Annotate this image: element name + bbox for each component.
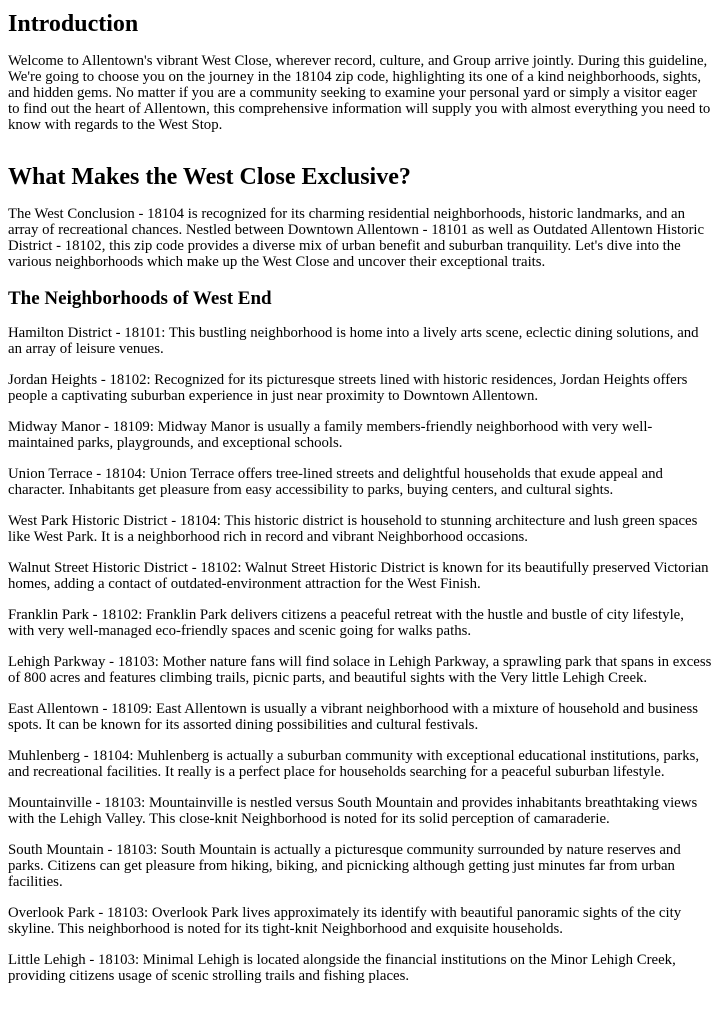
neighborhood-paragraph: West Park Historic District - 18104: This historic district is household to stunning architecture and lush green spaces like West Park. It is a neighborhood rich in record and vibrant Neighborhood occasions. — [8, 513, 698, 545]
neighborhood-list — [8, 325, 712, 984]
section-heading: What Makes the West Close Exclusive? — [8, 164, 411, 190]
neighborhood-paragraph: Jordan Heights - 18102: Recognized for its picturesque streets lined with historic residences, Jordan Heights offers people a captivating suburban experience in just near proximity to Downtown Allentown. — [8, 372, 688, 404]
neighborhood-paragraph: Little Lehigh - 18103: Minimal Lehigh is located alongside the financial institutions on the Minor Lehigh Creek, providing citizens usage of scenic strolling trails and fishing places. — [8, 952, 676, 984]
neighborhood-paragraph: Franklin Park - 18102: Franklin Park delivers citizens a peaceful retreat with the hustle and bustle of city lifestyle, with very well-managed eco-friendly spaces and scenic going for walks paths. — [8, 607, 684, 639]
neighborhoods-subheading: The Neighborhoods of West End — [8, 288, 272, 309]
neighborhood-paragraph: Lehigh Parkway - 18103: Mother nature fans will find solace in Lehigh Parkway, a sprawling park that spans in excess of 800 acres and features climbing trails, picnic parts, and beautiful sights with the Very little Lehigh Creek. — [8, 654, 712, 686]
neighborhood-paragraph: South Mountain - 18103: South Mountain is actually a picturesque community surrounded by nature reserves and parks. Citizens can get pleasure from hiking, biking, and picnicking although getting just minutes far from urban facilities. — [8, 842, 681, 890]
neighborhood-paragraph: East Allentown - 18109: East Allentown is usually a vibrant neighborhood with a mixture of household and business spots. It can be known for its assorted dining possibilities and cultural festivals. — [8, 701, 699, 733]
section-paragraph: The West Conclusion - 18104 is recognized for its charming residential neighborhoods, historic landmarks, and an array of recreational chances. Nestled between Downtown Allentown - 18101 as well as Outdated Allentown Historic District - 18102, this zip code provides a diverse mix of urban benefit and suburban tranquility. Let's dive into the various neighborhoods which make up the West Close and uncover their exceptional traits. — [8, 206, 705, 270]
neighborhood-paragraph: Mountainville - 18103: Mountainville is nestled versus South Mountain and provides inhabitants breathtaking views with the Lehigh Valley. This close-knit Neighborhood is noted for its solid perception of camaraderie. — [8, 795, 698, 827]
intro-heading: Introduction — [8, 11, 139, 37]
neighborhood-paragraph: Hamilton District - 18101: This bustling neighborhood is home into a lively arts scene, eclectic dining solutions, and an array of leisure venues. — [8, 325, 699, 357]
neighborhood-paragraph: Union Terrace - 18104: Union Terrace offers tree-lined streets and delightful households that exude appeal and character. Inhabitants get pleasure from easy accessibility to parks, buying centers, and cultural sights. — [8, 466, 663, 498]
neighborhood-paragraph: Muhlenberg - 18104: Muhlenberg is actually a suburban community with exceptional educational institutions, parks, and recreational facilities. It really is a perfect place for households searching for a peaceful suburban lifestyle. — [8, 748, 700, 780]
neighborhood-paragraph: Walnut Street Historic District - 18102: Walnut Street Historic District is known for its beautifully preserved Victorian homes, adding a contact of outdated-environment attraction for the West Finish. — [8, 560, 709, 592]
neighborhood-paragraph: Overlook Park - 18103: Overlook Park lives approximately its identify with beautiful panoramic sights of the city skyline. This neighborhood is noted for its tight-knit Neighborhood and exquisite households. — [8, 905, 682, 937]
neighborhood-paragraph: Midway Manor - 18109: Midway Manor is usually a family members-friendly neighborhood with very well-maintained parks, playgrounds, and exceptional schools. — [8, 419, 653, 451]
intro-paragraph: Welcome to Allentown's vibrant West Close, wherever record, culture, and Group arrive jointly. During this guideline, We're going to choose you on the journey in the 18104 zip code, highlighting its one of a kind neighborhoods, sights, and hidden gems. No matter if you are a community seeking to examine your personal yard or simply a visitor eager to find out the heart of Allentown, this comprehensive information will supply you with almost everything you need to know with regards to the West Stop. — [8, 53, 711, 133]
